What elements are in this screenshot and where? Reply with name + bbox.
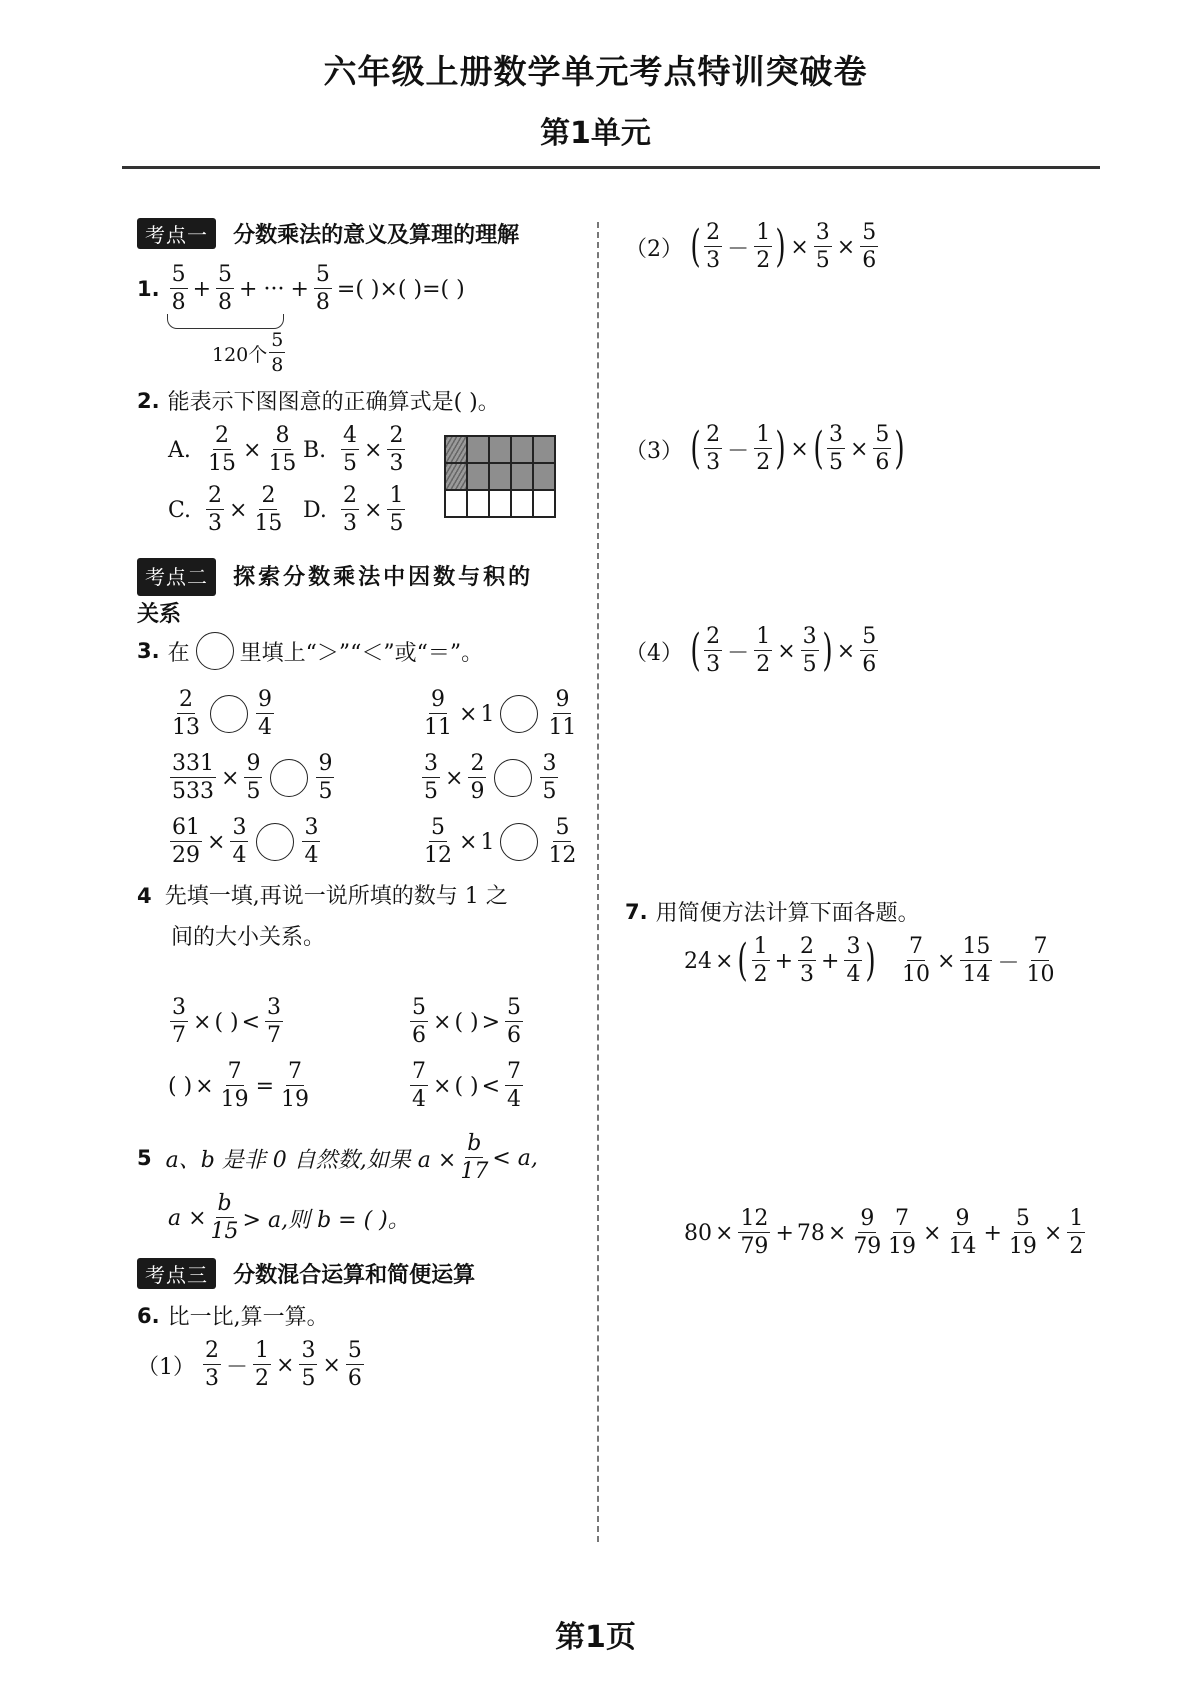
question-5: 5 a、b 是非 0 自然数,如果 a × $\frac{b}{17}$ < a, a × $\frac{b}{15}$ > a,则 b = ( )。 bbox=[137, 1131, 538, 1244]
fraction-grid-figure bbox=[444, 435, 556, 518]
section-title: 探索分数乘法中因数与积的 bbox=[233, 565, 534, 590]
fraction: $\frac{2}{3}$ bbox=[706, 624, 721, 677]
question-7: 7. 用简便方法计算下面各题。 bbox=[625, 899, 920, 926]
answer-circle[interactable] bbox=[210, 695, 248, 733]
page-title: 六年级上册数学单元考点特训突破卷 bbox=[323, 52, 868, 91]
fraction: $\frac{5}{12}$ bbox=[548, 815, 577, 868]
fraction: $\frac{5}{12}$ bbox=[424, 815, 452, 868]
question-number: 3. bbox=[137, 639, 160, 663]
fraction: $\frac{15}{14}$ bbox=[962, 934, 991, 987]
answer-circle[interactable] bbox=[500, 695, 538, 733]
fraction: $\frac{3}{4}$ bbox=[846, 934, 861, 987]
underbrace bbox=[167, 314, 284, 329]
fraction: $\frac{1}{2}$ bbox=[1069, 1206, 1084, 1259]
fraction: $\frac{2}{3}$ bbox=[706, 422, 721, 475]
fraction: $\frac{3}{5}$ bbox=[424, 751, 438, 804]
compare-item: $\frac{9}{11}$ × 1 $\frac{9}{11}$ bbox=[424, 687, 577, 740]
fraction: $\frac{2}{13}$ bbox=[172, 687, 200, 740]
unit-title: 第1单元 bbox=[540, 116, 651, 151]
fraction: $\frac{2}{3}$ bbox=[208, 483, 222, 536]
fraction: $\frac{2}{3}$ bbox=[389, 423, 404, 476]
fraction: $\frac{2}{3}$ bbox=[800, 934, 815, 987]
section-1-heading bbox=[137, 218, 519, 249]
q2-options bbox=[168, 422, 428, 542]
fill-item: $\frac{5}{6}$ × ( ) > $\frac{5}{6}$ bbox=[412, 995, 522, 1048]
fraction: $\frac{12}{79}$ bbox=[740, 1206, 769, 1259]
question-number: 4 bbox=[137, 884, 152, 908]
fraction: $\frac{1}{2}$ bbox=[756, 624, 771, 677]
q7-expr-2: $\frac{7}{10}$ × $\frac{15}{14}$ － $\frac{7}{10}$ bbox=[902, 934, 1055, 987]
section-title: 分数混合运算和简便运算 bbox=[233, 1263, 476, 1288]
fraction: $\frac{7}{19}$ bbox=[888, 1206, 916, 1259]
fraction: $\frac{3}{5}$ bbox=[828, 422, 843, 475]
section-title: 分数乘法的意义及算理的理解 bbox=[233, 223, 520, 248]
fraction: $\frac{5}{6}$ bbox=[862, 220, 877, 273]
fraction: $\frac{9}{4}$ bbox=[258, 687, 272, 740]
compare-item: $\frac{61}{29}$ × $\frac{3}{4}$ $\frac{3}{4}$ bbox=[172, 815, 319, 868]
question-text: 能表示下图图意的正确算式是( )。 bbox=[167, 390, 500, 415]
q6-part-4: （4） ( $\frac{2}{3}$ － $\frac{1}{2}$ × $\frac{3}{5}$ ) × $\frac{5}{6}$ bbox=[625, 624, 877, 677]
fraction: $\frac{61}{29}$ bbox=[172, 815, 200, 868]
section-badge: 考点一 bbox=[137, 218, 216, 249]
fraction: $\frac{5}{19}$ bbox=[1008, 1206, 1037, 1259]
answer-circle[interactable] bbox=[256, 823, 294, 861]
question-number: 7. bbox=[625, 899, 648, 924]
fraction: $\frac{b}{15}$ bbox=[210, 1191, 239, 1244]
fraction: $\frac{1}{5}$ bbox=[389, 483, 404, 536]
fraction: $\frac{3}{5}$ bbox=[802, 624, 817, 677]
section-badge: 考点二 bbox=[137, 558, 216, 596]
fraction: $\frac{3}{7}$ bbox=[172, 995, 186, 1048]
fraction: $\frac{7}{19}$ bbox=[220, 1059, 249, 1112]
q6-part-2: （2） ( $\frac{2}{3}$ － $\frac{1}{2}$ ) × $\frac{3}{5}$ × $\frac{5}{6}$ bbox=[625, 220, 877, 273]
question-number: 5 bbox=[137, 1146, 152, 1170]
fraction: $\frac{331}{533}$ bbox=[172, 751, 214, 804]
fraction: $\frac{9}{11}$ bbox=[424, 687, 452, 740]
question-6: 6. 比一比,算一算。 bbox=[137, 1303, 329, 1330]
fraction: $\frac{5}{8}$ bbox=[171, 262, 186, 315]
answer-blank[interactable]: ( ) bbox=[214, 1009, 239, 1035]
fill-item: ( ) × $\frac{7}{19}$ = $\frac{7}{19}$ bbox=[168, 1059, 310, 1112]
fraction: $\frac{5}{6}$ bbox=[507, 995, 522, 1048]
brace-label: 120个 $\frac{5}{8}$ bbox=[212, 329, 284, 376]
fraction: $\frac{7}{4}$ bbox=[507, 1059, 522, 1112]
fraction: $\frac{5}{6}$ bbox=[412, 995, 426, 1048]
fraction: $\frac{2}{3}$ bbox=[706, 220, 721, 273]
fraction: $\frac{5}{8}$ bbox=[271, 329, 284, 376]
fill-item: $\frac{3}{7}$ × ( ) < $\frac{3}{7}$ bbox=[172, 995, 282, 1048]
answer-blank[interactable]: > a,则 b = ( )。 bbox=[242, 1207, 410, 1233]
fraction: $\frac{5}{6}$ bbox=[862, 624, 877, 677]
fraction: $\frac{3}{4}$ bbox=[232, 815, 247, 868]
fraction: $\frac{3}{4}$ bbox=[304, 815, 319, 868]
fraction: $\frac{9}{5}$ bbox=[318, 751, 333, 804]
answer-circle[interactable] bbox=[500, 823, 538, 861]
fraction: $\frac{2}{3}$ bbox=[343, 483, 357, 536]
q7-expr-4: $\frac{7}{19}$ × $\frac{9}{14}$ + $\frac{5}{19}$ × $\frac{1}{2}$ bbox=[888, 1206, 1084, 1259]
section-badge: 考点三 bbox=[137, 1258, 216, 1289]
fraction: $\frac{5}{6}$ bbox=[347, 1338, 362, 1391]
fraction: $\frac{7}{10}$ bbox=[1026, 934, 1055, 987]
fraction: $\frac{5}{8}$ bbox=[315, 262, 330, 315]
fraction: $\frac{3}{5}$ bbox=[815, 220, 830, 273]
fraction: $\frac{7}{10}$ bbox=[902, 934, 930, 987]
q4-items bbox=[168, 990, 588, 1118]
circle-icon bbox=[196, 632, 234, 670]
question-3: 3. 在 里填上“＞”“＜”或“＝”。 bbox=[137, 632, 483, 670]
fraction: $\frac{1}{2}$ bbox=[756, 422, 771, 475]
question-4: 4 先填一填,再说一说所填的数与 1 之 间的大小关系。 bbox=[137, 884, 508, 950]
answer-circle[interactable] bbox=[270, 759, 308, 797]
fraction: $\frac{5}{6}$ bbox=[875, 422, 890, 475]
fraction: $\frac{3}{5}$ bbox=[542, 751, 557, 804]
fraction: $\frac{2}{3}$ bbox=[205, 1338, 219, 1391]
question-2 bbox=[137, 385, 500, 416]
q7-expr-1: 24 × ( $\frac{1}{2}$ + $\frac{2}{3}$ + $\frac{3}{4}$ ) bbox=[684, 934, 877, 987]
q6-part-3: （3） ( $\frac{2}{3}$ － $\frac{1}{2}$ ) × ( $\frac{3}{5}$ × $\frac{5}{6}$ ) bbox=[625, 422, 906, 475]
answer-blank[interactable]: ( ) bbox=[454, 1009, 479, 1035]
question-1: 1. $\frac{5}{8}$ + $\frac{5}{8}$ + ··· + $\frac{5}{8}$ =( )×( )=( ) 120个 $\frac{5}{8}$ bbox=[137, 264, 468, 375]
section-2-heading: 考点二 探索分数乘法中因数与积的 关系 bbox=[137, 558, 587, 634]
option-a[interactable]: A. $\frac{2}{15}$ × $\frac{8}{15}$ bbox=[168, 423, 297, 476]
fraction: $\frac{2}{15}$ bbox=[254, 483, 283, 536]
compare-item: $\frac{3}{5}$ × $\frac{2}{9}$ $\frac{3}{5}$ bbox=[424, 751, 557, 804]
question-number: 2. bbox=[137, 388, 160, 413]
answer-blanks[interactable]: =( )×( )=( ) bbox=[336, 276, 465, 302]
page-number: 第1页 bbox=[555, 1620, 636, 1655]
fraction: $\frac{9}{14}$ bbox=[948, 1206, 977, 1259]
compare-item: $\frac{5}{12}$ × 1 $\frac{5}{12}$ bbox=[424, 815, 577, 868]
answer-circle[interactable] bbox=[494, 759, 532, 797]
column-divider bbox=[597, 222, 599, 1542]
header-rule bbox=[122, 166, 1100, 169]
fraction: $\frac{2}{9}$ bbox=[470, 751, 485, 804]
fraction: $\frac{3}{7}$ bbox=[267, 995, 282, 1048]
fraction: $\frac{1}{2}$ bbox=[753, 934, 768, 987]
compare-item: $\frac{331}{533}$ × $\frac{9}{5}$ $\frac{9}{5}$ bbox=[172, 751, 333, 804]
fraction: $\frac{3}{5}$ bbox=[301, 1338, 316, 1391]
q7-expr-3: 80 × $\frac{12}{79}$ + 78 × $\frac{9}{79}$ bbox=[684, 1206, 882, 1259]
question-number: 1. bbox=[137, 277, 160, 301]
fraction: $\frac{9}{5}$ bbox=[246, 751, 261, 804]
fraction: $\frac{8}{15}$ bbox=[268, 423, 297, 476]
answer-blank[interactable]: ( ) bbox=[454, 1073, 479, 1099]
fraction: $\frac{7}{19}$ bbox=[281, 1059, 310, 1112]
option-d[interactable]: D. $\frac{2}{3}$ × $\frac{1}{5}$ bbox=[303, 483, 404, 536]
fraction: $\frac{9}{79}$ bbox=[853, 1206, 882, 1259]
option-b[interactable]: B. $\frac{4}{5}$ × $\frac{2}{3}$ bbox=[303, 423, 404, 476]
fraction: $\frac{4}{5}$ bbox=[343, 423, 357, 476]
answer-blank[interactable]: ( ) bbox=[168, 1073, 193, 1099]
question-number: 6. bbox=[137, 1303, 160, 1328]
section-3-heading bbox=[137, 1258, 475, 1289]
fraction: $\frac{2}{15}$ bbox=[208, 423, 236, 476]
fill-item: $\frac{7}{4}$ × ( ) < $\frac{7}{4}$ bbox=[412, 1059, 522, 1112]
fraction: $\frac{1}{2}$ bbox=[255, 1338, 270, 1391]
fraction: $\frac{1}{2}$ bbox=[756, 220, 771, 273]
q6-part-1: （1） $\frac{2}{3}$ － $\frac{1}{2}$ × $\frac{3}{5}$ × $\frac{5}{6}$ bbox=[137, 1338, 362, 1391]
fraction: $\frac{5}{8}$ bbox=[218, 262, 233, 315]
fraction: $\frac{b}{17}$ bbox=[460, 1131, 489, 1184]
compare-item bbox=[168, 689, 420, 739]
option-c[interactable]: C. $\frac{2}{3}$ × $\frac{2}{15}$ bbox=[168, 483, 283, 536]
q3-items bbox=[168, 682, 588, 874]
fraction: $\frac{9}{11}$ bbox=[548, 687, 577, 740]
fraction: $\frac{7}{4}$ bbox=[412, 1059, 426, 1112]
